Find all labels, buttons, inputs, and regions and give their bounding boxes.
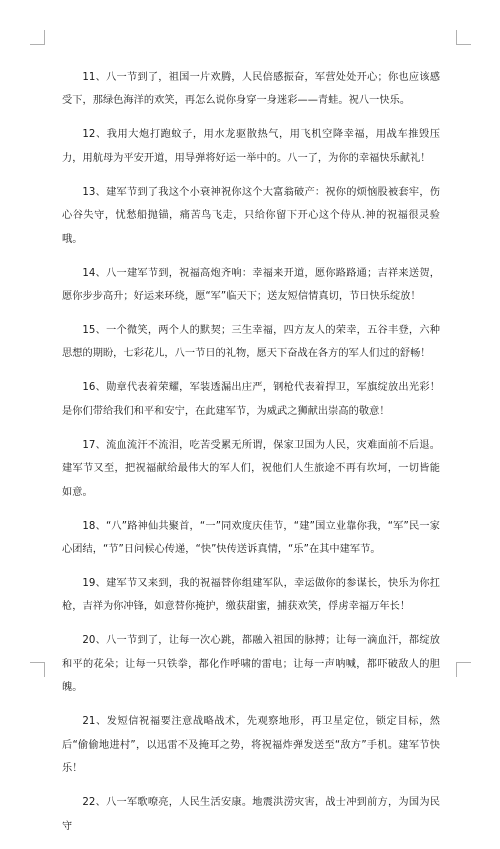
crop-mark-bottom-left <box>30 662 45 677</box>
document-body <box>62 66 440 849</box>
paragraph-13: 13、建军节到了我这个小衰神祝你这个大富翁破产：祝你的烦恼股被套牢，伤心谷失守，忧愁船抛锚，痛苦鸟飞走，只给你留下开心这个侍从.神的祝福很灵验哦。 <box>62 186 440 245</box>
paragraph-22: 22、八一军歌嘹亮，人民生活安康。地震洪涝灾害，战士冲到前方，为国为民守 <box>62 797 440 832</box>
paragraph-11: 11、八一节到了，祖国一片欢腾，人民倍感振奋，军营处处开心；你也应该感受下，那绿色海洋的欢笑，再怎么说你身穿一身迷彩——青蛙。祝八一快乐。 <box>62 72 440 107</box>
crop-mark-bottom-right <box>456 662 471 677</box>
crop-mark-top-left <box>30 30 45 45</box>
paragraph-14: 14、八一建军节到，祝福高炮齐响：幸福来开道，愿你路路通；吉祥来送贺，愿你步步高升；好运来环绕，愿“军”临天下；送友短信情真切，节日快乐绽放！ <box>62 267 440 303</box>
paragraph-16: 16、勋章代表着荣耀，军装透漏出庄严，钢枪代表着捍卫，军旗绽放出光彩！是你们带给我们和平和安宁，在此建军节，为威武之狮献出崇高的敬意！ <box>62 382 440 417</box>
paragraph-19: 19、建军节又来到，我的祝福替你组建军队，幸运做你的参谋长，快乐为你扛枪，吉祥为你冲锋，如意替你掩护，缴获甜蜜，捕获欢笑，俘虏幸福万年长！ <box>62 578 440 613</box>
paragraph-18: 18、“八”路神仙共聚首，“一”同欢度庆佳节，“建”国立业靠你我，“军”民一家心团结，“节”日问候心传递，“快”快传送诉真情，“乐”在其中建军节。 <box>62 520 440 556</box>
paragraph-21: 21、发短信祝福要注意战略战术，先观察地形，再卫星定位，锁定目标，然后“偷偷地进村”，以迅雷不及掩耳之势，将祝福炸弹发送至“敌方”手机。建军节快乐！ <box>62 716 440 775</box>
crop-mark-top-right <box>456 30 471 45</box>
paragraph-17: 17、流血流汗不流泪，吃苦受累无所谓，保家卫国为人民，灾难面前不后退。建军节又至，把祝福献给最伟大的军人们，祝他们人生旅途不再有坎坷，一切皆能如意。 <box>62 439 440 498</box>
paragraph-15: 15、一个微笑，两个人的默契；三生幸福，四方友人的荣幸，五谷丰登，六种思想的期盼，七彩花儿，八一节日的礼物，愿天下奋战在各方的军人们过的舒畅！ <box>62 325 440 360</box>
paragraph-20: 20、八一节到了，让每一次心跳，都融入祖国的脉搏；让每一滴血汗，都绽放和平的花朵；让每一只铁拳，都化作呼啸的雷电；让每一声呐喊，都吓破敌人的胆魄。 <box>62 635 440 694</box>
paragraph-12: 12、我用大炮打跑蚊子，用水龙驱散热气，用飞机空降幸福，用战车推毁压力，用航母为平安开道，用导弹将好运一举中的。八一了，为你的幸福快乐献礼！ <box>62 129 440 164</box>
